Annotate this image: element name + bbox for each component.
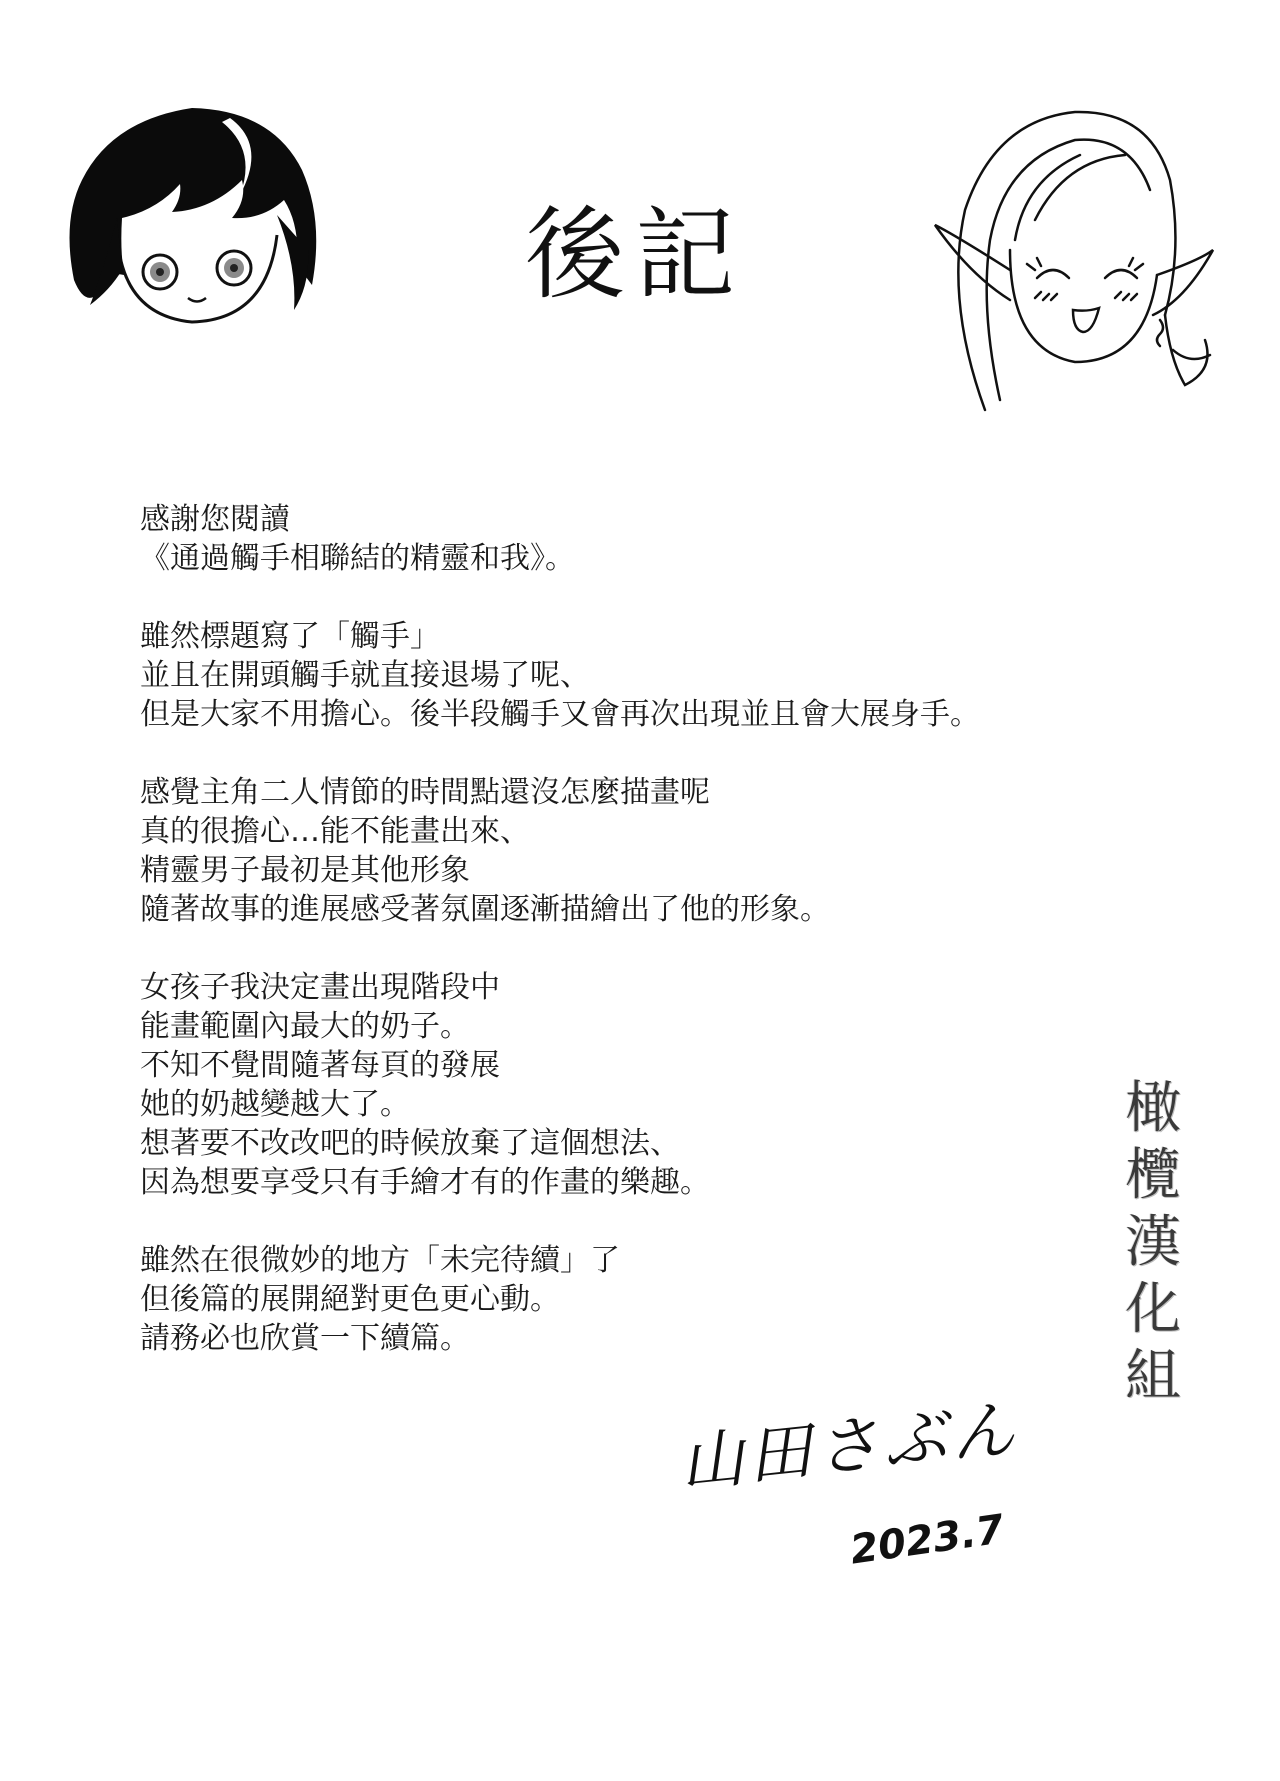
text-line: 能畫範圍內最大的奶子。 [140,1009,470,1044]
paragraph [140,500,1060,578]
text-line: 並且在開頭觸手就直接退場了呢、 [140,658,590,693]
text-line: 不知不覺間隨著每頁的發展 [140,1048,500,1083]
text-line: 感覺主角二人情節的時間點還沒怎麼描畫呢 [140,775,710,810]
paragraph [140,773,1060,929]
paragraph [140,1241,1060,1358]
text-line: 精靈男子最初是其他形象 [140,853,470,888]
text-line: 但後篇的展開絕對更色更心動。 [140,1282,560,1317]
text-line: 《通過觸手相聯結的精靈和我》。 [140,541,575,576]
text-line: 雖然在很微妙的地方「未完待續」了 [140,1243,620,1278]
text-line: 想著要不改改吧的時候放棄了這個想法、 [140,1126,680,1161]
text-line: 感謝您閱讀 [140,502,290,537]
text-line: 女孩子我決定畫出現階段中 [140,970,500,1005]
text-line: 真的很擔心…能不能畫出來、 [140,814,530,849]
page-title: 後記 [525,196,745,313]
signature-name: 山田さぶん [676,1392,1023,1502]
scanlation-credit: 橄欖漢化組 [1125,1076,1181,1409]
text-line: 雖然標題寫了「觸手」 [140,619,440,654]
paragraph [140,617,1060,734]
text-line: 隨著故事的進展感受著氛圍逐漸描繪出了他的形象。 [140,892,830,927]
author-signature [676,1392,1060,1595]
text-line: 因為想要享受只有手繪才有的作畫的樂趣。 [140,1165,710,1200]
afterword-body [140,500,1060,1397]
elf-girl-portrait-illustration [915,100,1215,445]
text-line: 她的奶越變越大了。 [140,1087,410,1122]
paragraph [140,968,1060,1202]
text-line: 請務必也欣賞一下續篇。 [140,1321,470,1356]
text-line: 但是大家不用擔心。後半段觸手又會再次出現並且會大展身手。 [140,697,980,732]
signature-date: 2023.7 [847,1506,1007,1574]
boy-portrait-illustration [62,100,332,370]
